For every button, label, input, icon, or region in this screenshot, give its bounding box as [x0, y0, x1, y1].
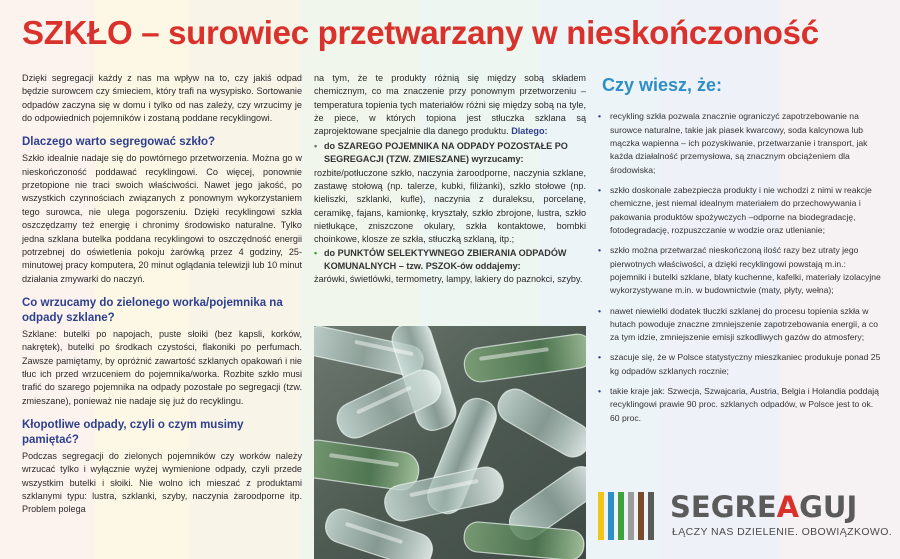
list-item [596, 110, 882, 177]
fact-text: szacuje się, że w Polsce statystyczny mieszkaniec produkuje ponad 25 kg odpadów szklanych rocznie; [610, 352, 881, 376]
column-middle [314, 72, 586, 287]
question-what-to-throw: Co wrzucamy do zielonego worka/pojemnika na odpady szklane? [22, 296, 283, 324]
question-troublesome-waste: Kłopotliwe odpady, czyli o czym musimy pamiętać? [22, 419, 244, 446]
fact-text: recykling szkła pozwala znacznie ograniczyć zapotrzebowanie na surowce naturalne, takie jak piasek kwarcowy, soda kalcynowa lub mączka wapienna – ich pozyskiwanie, przetwarzanie i transport, jak każda działalność przemysłowa, są znacznym obciążeniem dla środowiska; [610, 111, 868, 175]
bullet-icon: • [598, 111, 602, 122]
logo-stripes-icon [598, 492, 660, 540]
continuation-paragraph [314, 72, 586, 139]
intro-paragraph: Dzięki segregacji każdy z nas ma wpływ na to, czy jakiś odpad będzie surowcem czy śmieciem, który trafi na wysypisko. Sortowanie odpadów zaczyna się w domu i tylko od nas zależy, czy wrzucimy je do odpowiednich pojemników i zostaną poddane recyklingowi. [22, 73, 302, 124]
gray-bin-items: rozbite/potłuczone szkło, naczynia żaroodporne, naczynia szklane, zastawę stołową (np. talerze, kubki, filiżanki), szkło stołowe (np. kieliszki, szklanki, kufle), naczynia z duraleksu, porcelanę, ceramikę, fajans, kamionkę, kryształy, szkło zbrojone, lustra, szkło nietłukące, zniszczone okulary, szkła kontaktowe, bombki choinkowe, klosze ze szkła, stłuczką szklaną, itp.; [314, 167, 586, 245]
glass-bottles-illustration [314, 326, 586, 559]
fact-text: szkło doskonale zabezpiecza produkty i nie wchodzi z nimi w reakcje chemiczne, jest niemal idealnym materiałem do przechowywania i pakowania produktów spożywczych –odporne na biodegradację, fotodegradację, rozpuszczanie w wodzie oraz utlenianie; [610, 185, 872, 235]
column-left [22, 72, 302, 517]
pszok-items: żarówki, świetlówki, termometry, lampy, lakiery do paznokci, szyby. [314, 274, 583, 285]
answer-why-segregate: Szkło idealnie nadaje się do powtórnego przetworzenia. Można go w nieskończoność poddawać recyklingowi. Co więcej, ponownie przetopione nie traci swoich właściwości. Nawet jego jakość, po wszystkich czynnościach związanych z ponownym wykorzystaniem tego surowca, nie ulega pogorszeniu. Dzięki recyklingowi szkła oszczędzamy też energię i chronimy środowisko naturalne. Tylko jedna szklana butelka poddana recyklingowi to oszczędność energii potrzebnej do oświetlenia pokoju żarówką przez 4 godziny, 25-minutowej pracy komputera, 20 minut oglądania telewizji lub 10 minut działania zmywarki do naczyń. [22, 153, 302, 284]
bullet-icon: • [598, 352, 602, 363]
question-why-segregate: Dlaczego warto segregować szkło? [22, 136, 216, 149]
bullet-icon: • [598, 185, 602, 196]
dlatego-highlight: Dlatego: [511, 126, 548, 137]
list-item [596, 351, 882, 378]
list-item [596, 305, 882, 345]
logo-tagline: ŁĄCZY NAS DZIELENIE. OBOWIĄZKOWO. [672, 526, 893, 538]
glass-bottles-photo [314, 326, 586, 559]
bullet-icon: • [598, 245, 602, 256]
disposal-list [314, 140, 586, 287]
list-item [314, 140, 586, 247]
answer-troublesome-waste: Podczas segregacji do zielonych pojemników czy worków należy wrzucać tylko i wyłącznie wyżej wymienione odpady, czyli przede wszystkim butelki i słoiki. Nie wolno ich mieszać z produktami szklanymi typu: lustra, szklanki, szyby, naczynia żaroodporne itp. Problem polega [22, 450, 302, 515]
logo-word-start: SEGRE [670, 490, 777, 524]
fact-text: nawet niewielki dodatek tłuczki szklanej do procesu topienia szkła w hutach powoduje znaczne zmniejszenie zapotrzebowania energii, a co za tym idzie, zmniejszenie emisji szkodliwych gazów do atmosfery; [610, 305, 879, 343]
facts-list [596, 110, 882, 425]
did-you-know-heading: Czy wiesz, że: [602, 75, 723, 95]
pszok-heading: do PUNKTÓW SELEKTYWNEGO ZBIERANIA ODPADÓW KOMUNALNYCH – tzw. PSZOK-ów oddajemy: [324, 247, 567, 272]
list-item [596, 184, 882, 237]
fact-text: takie kraje jak: Szwecja, Szwajcaria, Austria, Belgia i Holandia poddają recyklingowi prawie 90 proc. szklanych odpadów, w Polsce jest to ok. 60 proc. [610, 386, 879, 423]
list-item [596, 244, 882, 297]
continuation-text: na tym, że te produkty różnią się między sobą składem chemicznym, co ma znaczenie przy ponownym przetworzeniu – temperatura topienia tych materiałów różni się między sobą na tyle, że piece, w których topiona jest stłuczka szklana są zaprojektowane specjalnie dla danego produktu. [314, 73, 586, 137]
gray-bin-heading: do SZAREGO POJEMNIKA NA ODPADY POZOSTAŁE PO SEGREGACJI (TZW. ZMIESZANE) wyrzucamy: [324, 140, 568, 165]
column-right [596, 72, 882, 432]
bullet-icon: • [598, 305, 602, 316]
logo-word-end: GUJ [799, 490, 858, 524]
fact-text: szkło można przetwarzać nieskończoną ilość razy bez utraty jego pierwotnych właściwości, a dzięki recyklingowi powstają m.in.: pojemniki i butelki szklane, blaty kuchenne, kafelki, materiały izolacyjne wykorzystywane m.in. w budownictwie (maty, płyty, wełna); [610, 245, 881, 296]
bullet-icon: • [598, 386, 602, 397]
logo-wordmark [670, 490, 857, 524]
answer-what-to-throw: Szklane: butelki po napojach, puste słoiki (bez kapsli, korków, nakrętek), butelki po środkach czystości, flakoniki po perfumach. Zawsze pamiętamy, by opróżnić zawartość szklanych opakowań i nie tłuc ich przed wrzuceniem do pojemnika/worka. Rozbite szkło musi trafić do szarego pojemnika na odpady pozostałe po segregacji (tzw. zmieszane), ponieważ nie nadaje się już do recyklingu. [22, 328, 302, 406]
logo-word-accent: A [776, 490, 800, 524]
list-item [596, 385, 882, 425]
gray-bullet-icon: • [314, 140, 318, 151]
green-bullet-icon: • [314, 247, 318, 258]
page-title: SZKŁO – surowiec przetwarzany w nieskończoność [22, 14, 819, 51]
list-item [314, 247, 586, 287]
segreguj-logo [598, 488, 893, 548]
